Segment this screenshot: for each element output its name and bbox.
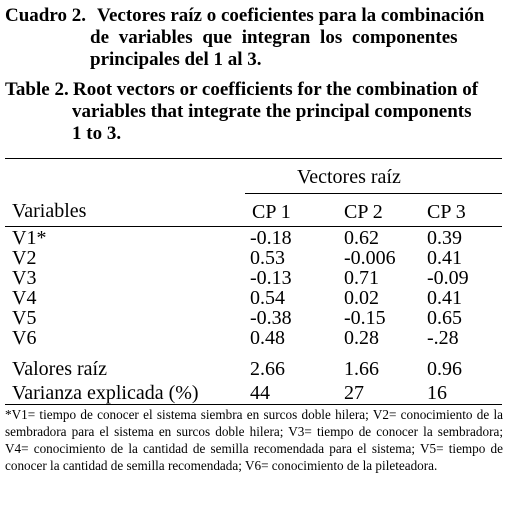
table-row [0, 328, 508, 348]
caption-es-line-3: principales del 1 al 3. [90, 49, 262, 70]
cell-cp1: -0.38 [250, 307, 292, 329]
cell-cp1: 44 [250, 382, 270, 404]
caption-es-line-2: de variables que integran los componentes [90, 27, 458, 48]
cell-cp3: 16 [427, 382, 447, 404]
column-header-cp1: CP 1 [252, 201, 291, 223]
table-top-rule [5, 158, 502, 159]
cell-cp2: 0.02 [344, 287, 379, 309]
column-header-cp3: CP 3 [427, 201, 466, 223]
cell-cp1: -0.13 [250, 267, 292, 289]
variables-header: Variables [12, 200, 87, 222]
cell-cp3: 0.96 [427, 358, 462, 380]
cell-cp3: 0.39 [427, 227, 462, 249]
row-label: V5 [12, 307, 37, 329]
table-body [0, 228, 508, 348]
summary-row [0, 357, 508, 381]
cell-cp2: 0.28 [344, 327, 379, 349]
cell-cp3: -0.09 [427, 267, 469, 289]
summary-label: Valores raíz [12, 358, 107, 380]
cell-cp1: 0.48 [250, 327, 285, 349]
row-label: V3 [12, 267, 37, 289]
row-label: V1* [12, 227, 47, 249]
cell-cp2: 1.66 [344, 358, 379, 380]
cell-cp2: 27 [344, 382, 364, 404]
cell-cp2: 0.62 [344, 227, 379, 249]
summary-label: Varianza explicada (%) [12, 382, 199, 404]
cell-cp3: 0.41 [427, 247, 462, 269]
cell-cp1: 0.54 [250, 287, 285, 309]
cell-cp2: 0.71 [344, 267, 379, 289]
group-header-rule [245, 193, 502, 194]
table-row [0, 268, 508, 288]
row-label: V2 [12, 247, 37, 269]
caption-english [5, 79, 503, 145]
table-summary [0, 357, 508, 405]
caption-spanish [5, 5, 503, 71]
column-header-cp2: CP 2 [344, 201, 383, 223]
caption-es-line-1: Vectores raíz o coeficientes para la combinación [97, 5, 485, 26]
summary-row [0, 381, 508, 405]
cell-cp1: 0.53 [250, 247, 285, 269]
caption-label-en: Table 2. [5, 79, 69, 100]
table-row [0, 288, 508, 308]
row-label: V4 [12, 287, 37, 309]
cell-cp3: 0.41 [427, 287, 462, 309]
cell-cp2: -0.15 [344, 307, 386, 329]
table-footnote: *V1= tiempo de conocer el sistema siembra en surcos doble hilera; V2= conocimiento de la sembradora para el sistema en surcos doble hilera; V3= tiempo de conocer la sembradora; V4= conocimiento de la cantidad de semilla recomendada para el sistema; V5= tiempo de conocer la cantidad de semilla recomendada; V6= conocimiento de la pileteadora. [5, 407, 503, 473]
cell-cp3: -.28 [427, 327, 459, 349]
table-row [0, 228, 508, 248]
cell-cp1: -0.18 [250, 227, 292, 249]
cell-cp1: 2.66 [250, 358, 285, 380]
caption-en-line-3: 1 to 3. [72, 123, 122, 144]
caption-en-line-2: variables that integrate the principal components [72, 101, 472, 122]
group-header: Vectores raíz [297, 166, 401, 188]
table-row [0, 308, 508, 328]
caption-en-line-1: Root vectors or coefficients for the combination of [73, 79, 479, 100]
row-label: V6 [12, 327, 37, 349]
caption-label-es: Cuadro 2. [5, 5, 86, 26]
cell-cp2: -0.006 [344, 247, 396, 269]
cell-cp3: 0.65 [427, 307, 462, 329]
table-bottom-rule [5, 404, 502, 405]
table-row [0, 248, 508, 268]
